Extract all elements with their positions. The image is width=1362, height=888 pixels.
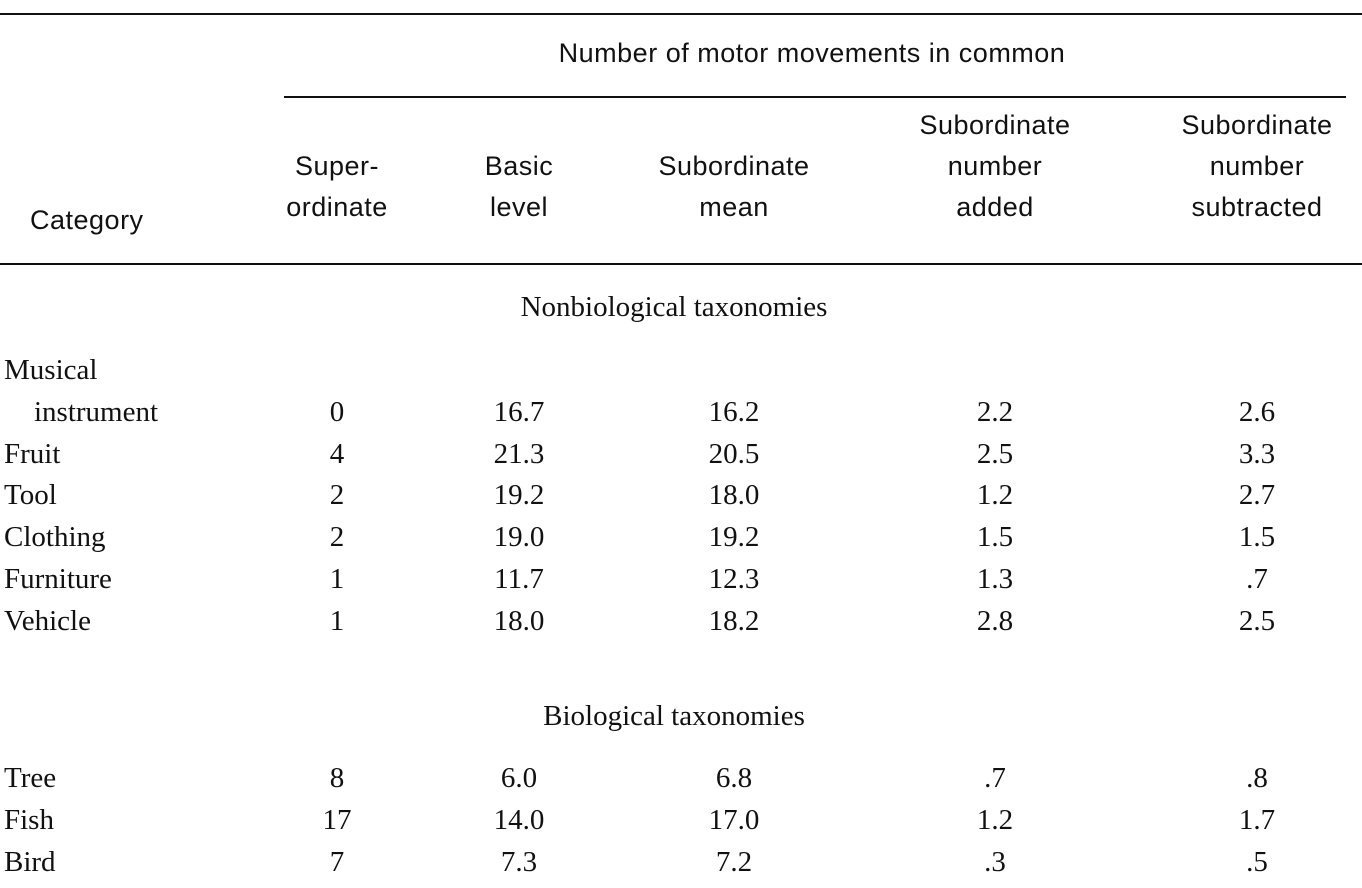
table-cell: 7 bbox=[329, 845, 345, 878]
table-cell: 0 bbox=[329, 395, 345, 428]
column-header-line: Category bbox=[30, 205, 144, 235]
table-cell: 16.2 bbox=[708, 395, 760, 428]
table-cell: 1.5 bbox=[976, 521, 1014, 554]
column-header-line: Subordinate bbox=[658, 151, 810, 181]
row-category-label: Furniture bbox=[4, 563, 112, 595]
row-category-label: Tool bbox=[4, 479, 57, 512]
table-cell: .7 bbox=[984, 762, 1006, 794]
table-cell: 12.3 bbox=[708, 563, 760, 595]
table-cell: 17 bbox=[322, 803, 352, 836]
table-cell: .5 bbox=[1246, 845, 1268, 878]
table-cell: 2.2 bbox=[976, 395, 1014, 428]
column-header-superordinate bbox=[286, 146, 388, 228]
column-header-line: Basic bbox=[484, 151, 554, 181]
section-title-nonbiological: Nonbiological taxonomies bbox=[520, 291, 828, 323]
spanner-rule bbox=[284, 96, 1346, 98]
table-cell: 6.8 bbox=[715, 762, 753, 794]
column-header-basic-level bbox=[485, 146, 554, 228]
row-category-label: Clothing bbox=[4, 521, 106, 554]
column-header-line: ordinate bbox=[286, 192, 388, 222]
table-cell: 17.0 bbox=[708, 803, 760, 836]
table-cell: 2.7 bbox=[1238, 479, 1276, 512]
table-cell: 1.3 bbox=[976, 563, 1014, 595]
column-header-subordinate-number-subtracted bbox=[1181, 105, 1332, 228]
table-cell: .3 bbox=[984, 845, 1006, 878]
column-header-line: number bbox=[947, 151, 1043, 181]
column-header-line: added bbox=[956, 192, 1034, 222]
table-cell: 4 bbox=[329, 437, 345, 470]
column-header-line: level bbox=[489, 192, 549, 222]
table-cell: 6.0 bbox=[500, 762, 538, 794]
column-header-line: Subordinate bbox=[1181, 110, 1333, 140]
column-header-line: Subordinate bbox=[919, 110, 1071, 140]
table-cell: 1 bbox=[329, 604, 345, 637]
table-cell: 14.0 bbox=[493, 803, 545, 836]
table-cell: 11.7 bbox=[494, 563, 544, 595]
column-header-line: subtracted bbox=[1191, 192, 1323, 222]
table-cell: 18.0 bbox=[708, 479, 760, 512]
section-title-biological: Biological taxonomies bbox=[543, 700, 805, 732]
table-cell: 20.5 bbox=[708, 437, 760, 470]
table-cell: 2.5 bbox=[1238, 604, 1276, 637]
table-cell: .8 bbox=[1246, 762, 1268, 794]
table-cell: 3.3 bbox=[1238, 437, 1276, 470]
table-cell: 19.0 bbox=[493, 521, 545, 554]
table-cell: 2.5 bbox=[976, 437, 1014, 470]
table-cell: 21.3 bbox=[493, 437, 545, 470]
spanner-header: Number of motor movements in common bbox=[558, 38, 1066, 68]
row-category-label: Bird bbox=[4, 845, 56, 878]
row-category-label: Tree bbox=[4, 762, 57, 794]
row-category-label: Fruit bbox=[4, 437, 61, 470]
top-rule bbox=[0, 13, 1362, 15]
row-category-label: Fish bbox=[4, 803, 54, 836]
table-cell: 19.2 bbox=[708, 521, 760, 554]
table-cell: 2.8 bbox=[976, 604, 1014, 637]
column-header-subordinate-mean bbox=[658, 146, 809, 228]
column-header-category bbox=[30, 207, 144, 234]
table-cell: 2 bbox=[329, 479, 345, 512]
table-cell: 2.6 bbox=[1238, 395, 1276, 428]
table-cell: 7.2 bbox=[715, 845, 753, 878]
table-cell: 18.2 bbox=[708, 604, 760, 637]
table-cell: 16.7 bbox=[493, 395, 545, 428]
column-header-line: Super- bbox=[294, 151, 380, 181]
table-cell: 8 bbox=[329, 762, 345, 794]
header-bottom-rule bbox=[0, 263, 1362, 265]
table-cell: 2 bbox=[329, 521, 345, 554]
table-cell: 1.2 bbox=[976, 803, 1014, 836]
column-header-line: mean bbox=[699, 192, 769, 222]
table-cell: 1.2 bbox=[976, 479, 1014, 512]
row-category-label: instrument bbox=[34, 395, 159, 428]
table-cell: 18.0 bbox=[493, 604, 545, 637]
table-cell: .7 bbox=[1246, 563, 1268, 595]
table-cell: 1 bbox=[329, 563, 345, 595]
table-cell: 19.2 bbox=[493, 479, 545, 512]
table-cell: 1.5 bbox=[1238, 521, 1276, 554]
table-cell: 1.7 bbox=[1238, 803, 1276, 836]
column-header-subordinate-number-added bbox=[919, 105, 1070, 228]
column-header-line: number bbox=[1209, 151, 1305, 181]
table-cell: 7.3 bbox=[500, 845, 538, 878]
row-category-label: Musical bbox=[4, 354, 98, 386]
row-category-label: Vehicle bbox=[4, 604, 91, 637]
